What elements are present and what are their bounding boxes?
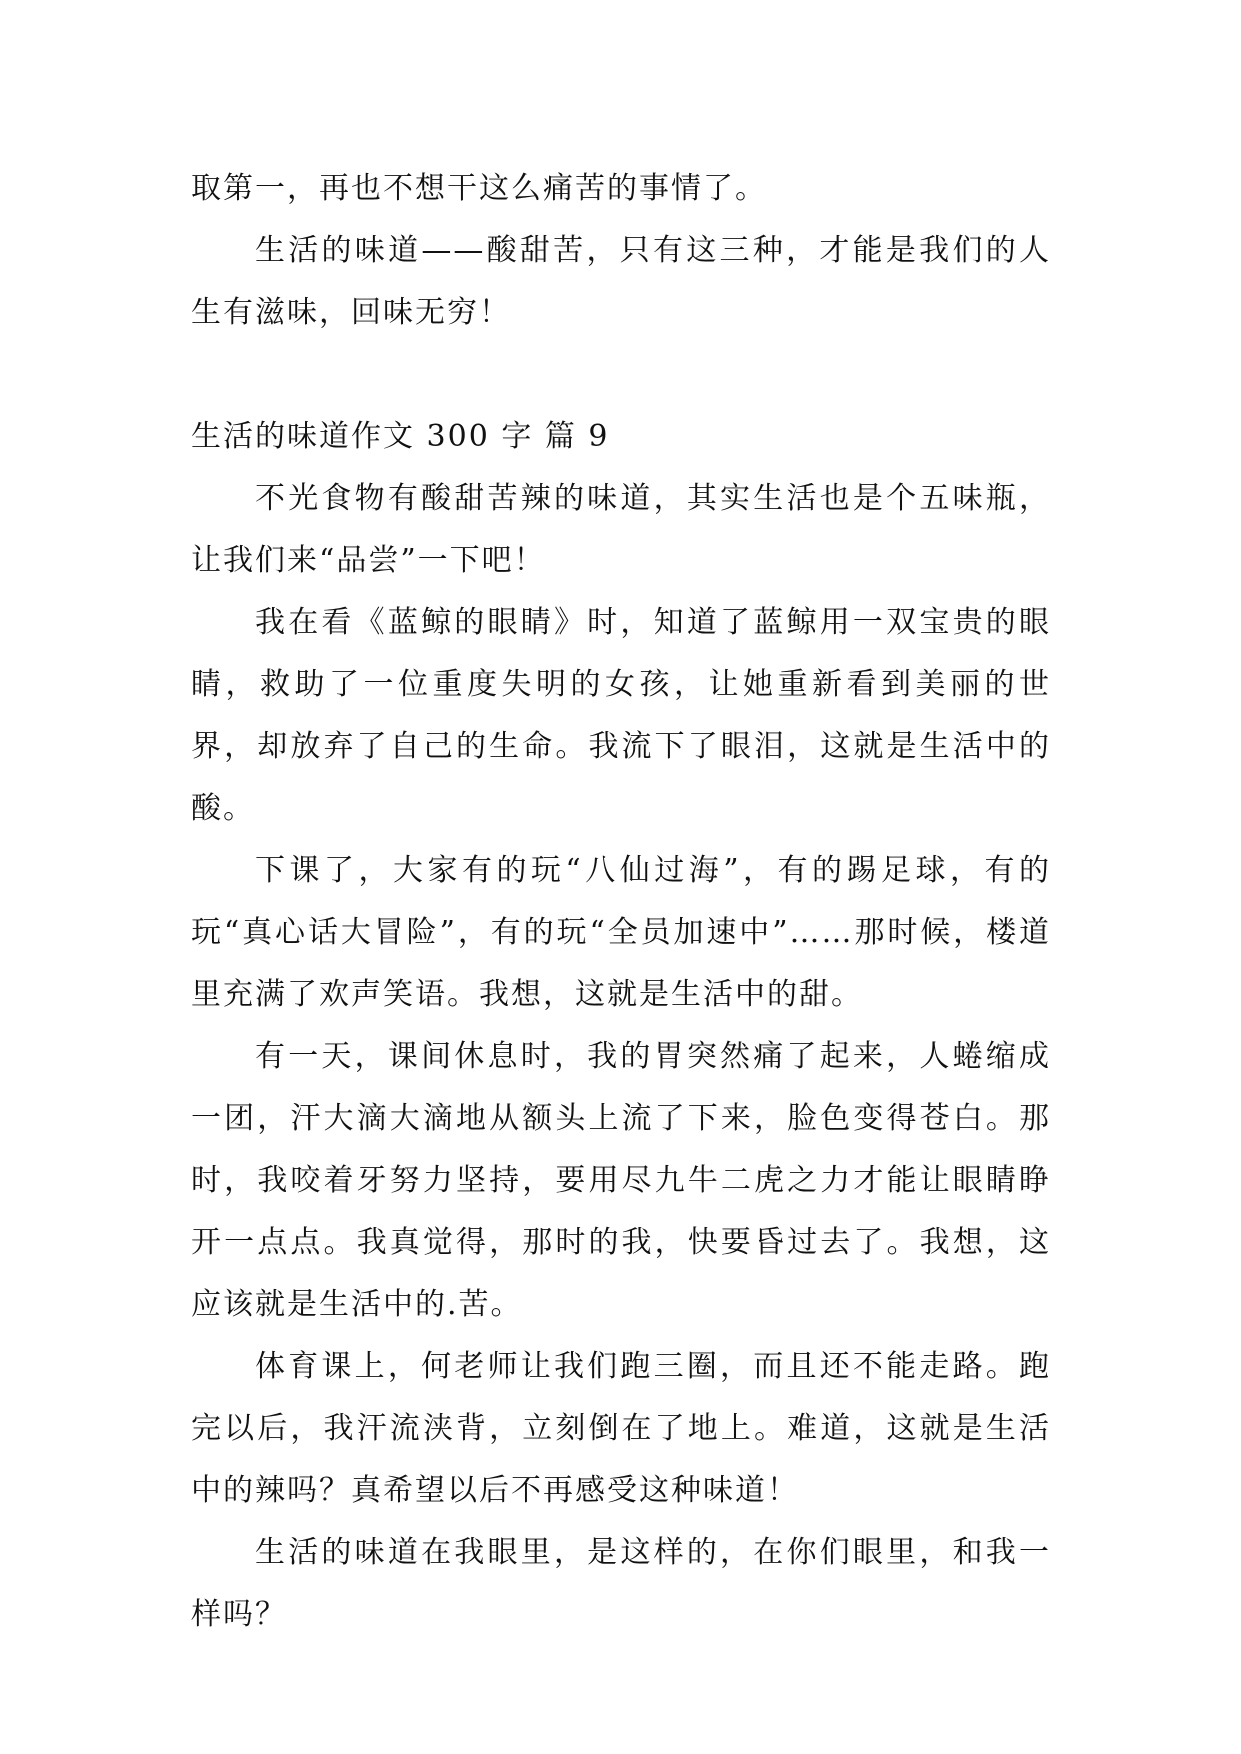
paragraph-intro: 不光食物有酸甜苦辣的味道，其实生活也是个五味瓶，让我们来“品尝”一下吧！ <box>191 481 1051 578</box>
paragraph-conclusion: 生活的味道——酸甜苦，只有这三种，才能是我们的人生有滋味，回味无穷！ <box>191 233 1051 330</box>
section-spacer <box>191 344 1051 406</box>
paragraph-bitter: 有一天，课间休息时，我的胃突然痛了起来，人蜷缩成一团，汗大滴大滴地从额头上流了下来，脸色变得苍白。那时，我咬着牙努力坚持，要用尽九牛二虎之力才能让眼睛睁开一点点。我真觉得，那时的我，快要昏过去了。我想，这应该就是生活中的.苦。 <box>191 1039 1051 1322</box>
paragraph-sour: 我在看《蓝鲸的眼睛》时，知道了蓝鲸用一双宝贵的眼睛，救助了一位重度失明的女孩，让她重新看到美丽的世界，却放弃了自己的生命。我流下了眼泪，这就是生活中的酸。 <box>191 605 1051 826</box>
paragraph-sweet: 下课了，大家有的玩“八仙过海”，有的踢足球，有的玩“真心话大冒险”，有的玩“全员加速中”……那时候，楼道里充满了欢声笑语。我想，这就是生活中的甜。 <box>191 853 1051 1012</box>
document-body <box>191 158 1051 1646</box>
section-title: 生活的味道作文 300 字 篇 9 <box>191 419 610 454</box>
paragraph-continuation: 取第一，再也不想干这么痛苦的事情了。 <box>191 171 767 206</box>
paragraph-closing: 生活的味道在我眼里，是这样的，在你们眼里，和我一样吗？ <box>191 1535 1051 1632</box>
paragraph-spicy: 体育课上，何老师让我们跑三圈，而且还不能走路。跑完以后，我汗流浃背，立刻倒在了地上。难道，这就是生活中的辣吗？真希望以后不再感受这种味道！ <box>191 1349 1051 1508</box>
